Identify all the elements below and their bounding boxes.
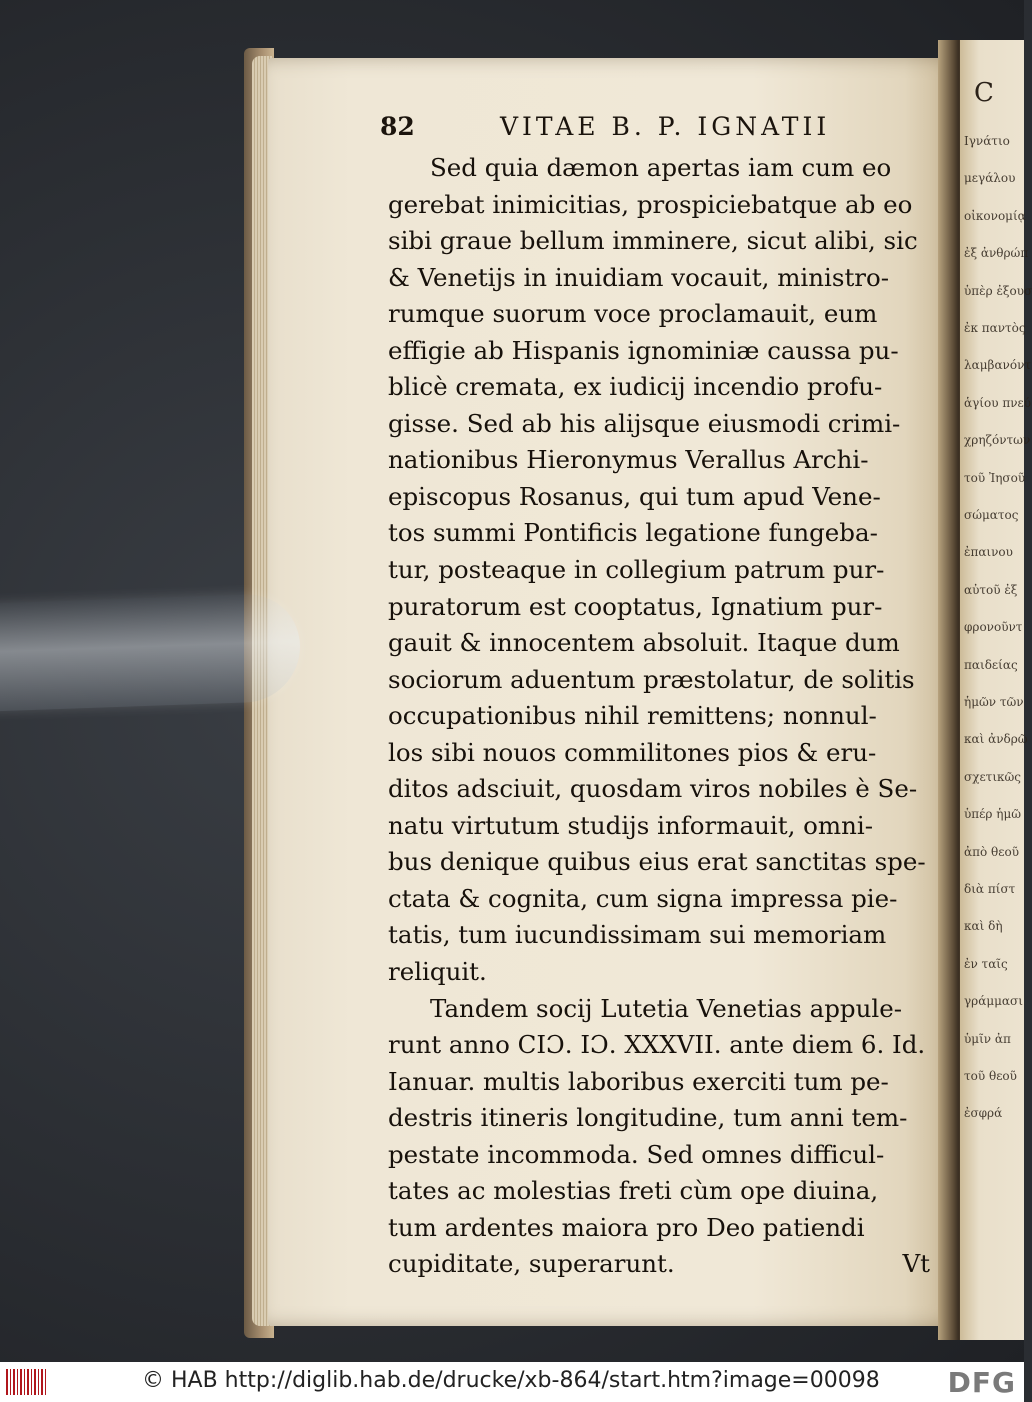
page-body-text — [388, 150, 944, 1283]
facing-page-line: ἡμῶν τῶν — [964, 695, 1024, 709]
text-line: los sibi nouos commilitones pios & eru- — [388, 737, 877, 767]
facing-page-line: καὶ δὴ — [964, 919, 1003, 934]
facing-page-line: ὑπὲρ ἐξουσ — [964, 283, 1032, 298]
facing-page-line: αὐτοῦ ἐξ — [964, 582, 1018, 597]
text-line-content: cupiditate, superarunt. — [388, 1249, 675, 1279]
page-number: 82 — [380, 112, 415, 141]
facing-page-line: σώματος — [964, 508, 1019, 522]
facing-page-line: καὶ ἀνδρῶ — [964, 732, 1028, 747]
facing-page-header: C — [974, 78, 994, 108]
text-line: gisse. Sed ab his alijsque eiusmodi crimi- — [388, 408, 901, 438]
text-line: Tandem socij Lutetia Venetias appule- — [430, 993, 902, 1023]
facing-page-line: φρονοῦντ — [964, 620, 1023, 635]
text-line: ctata & cognita, cum signa impressa pie- — [388, 883, 898, 913]
text-line: gauit & innocentem absoluit. Itaque dum — [388, 628, 900, 658]
facing-page-line: διὰ πίστ — [964, 882, 1016, 896]
dfg-logo: DFG — [947, 1366, 1016, 1399]
facing-page-line: ἐπαινου — [964, 545, 1013, 560]
footer-bar — [0, 1362, 1024, 1402]
text-line: ditos adsciuit, quosdam viros nobiles è Se- — [388, 774, 918, 804]
facing-page-line: τοῦ Ἰησοῦ — [964, 470, 1026, 485]
facing-page — [960, 40, 1032, 1340]
facing-page-line: ἐκ παντὸς — [964, 321, 1026, 335]
text-line: tur, posteaque in collegium patrum pur- — [388, 555, 885, 585]
text-line — [388, 1246, 944, 1283]
text-line: bus denique quibus eius erat sanctitas spe- — [388, 847, 926, 877]
text-line: runt anno CIƆ. IƆ. XXXVII. ante diem 6. Id. — [388, 1030, 926, 1060]
facing-page-line: μεγάλου — [964, 171, 1016, 186]
facing-page-line: ἐν ταῖς — [964, 956, 1008, 971]
text-line: occupationibus nihil remittens; nonnul- — [388, 701, 877, 731]
text-line: nationibus Hieronymus Verallus Archi- — [388, 445, 869, 475]
facing-page-line: ὑπέρ ἡμῶ — [964, 807, 1022, 822]
text-line: blicè cremata, ex iudicij incendio profu- — [388, 372, 883, 402]
text-line: natu virtutum studijs informauit, omni- — [388, 810, 874, 840]
text-line: Ianuar. multis laboribus exerciti tum pe- — [388, 1066, 889, 1096]
catchword: Vt — [902, 1249, 930, 1279]
hab-barcode-logo — [6, 1369, 46, 1395]
facing-page-line: ἐξ ἀνθρώπ — [964, 246, 1029, 261]
footer-credit-link[interactable]: © HAB http://diglib.hab.de/drucke/xb-864/start.htm?image=00098 — [142, 1368, 880, 1393]
text-line: destris itineris longitudine, tum anni tem- — [388, 1103, 908, 1133]
text-line: & Venetijs in inuidiam vocauit, ministro- — [388, 262, 890, 292]
facing-page-line: Ιγνάτιο — [964, 134, 1010, 148]
text-line: reliquit. — [388, 957, 487, 987]
text-line: Sed quia dæmon apertas iam cum eo — [430, 153, 892, 182]
facing-page-line: σχετικῶς — [964, 769, 1022, 784]
text-line: gerebat inimicitias, prospiciebatque ab eo — [388, 189, 913, 219]
facing-page-line: οἰκονομίᾳ — [964, 208, 1026, 223]
text-line: effigie ab Hispanis ignominiæ caussa pu- — [388, 335, 899, 365]
text-line: rumque suorum voce proclamauit, eum — [388, 299, 878, 329]
running-head: VITAE B. P. IGNATII — [500, 112, 831, 141]
text-line: tos summi Pontificis legatione fungeba- — [388, 518, 878, 548]
scanner-glass-strip — [0, 593, 300, 712]
text-line: episcopus Rosanus, qui tum apud Vene- — [388, 481, 881, 511]
text-line: sociorum aduentum præstolatur, de solitis — [388, 664, 915, 694]
text-line: tates ac molestias freti cùm ope diuina, — [388, 1176, 879, 1206]
facing-page-line: ἀπὸ θεοῦ — [964, 844, 1019, 859]
facing-page-line: ἁγίου πνεύ — [964, 395, 1032, 410]
facing-page-line: ὑμῖν ἀπ — [964, 1031, 1011, 1046]
facing-page-line: τοῦ θεοῦ — [964, 1069, 1017, 1083]
text-line: pestate incommoda. Sed omnes difficul- — [388, 1139, 885, 1169]
text-line: sibi graue bellum imminere, sicut alibi, sic — [388, 226, 918, 256]
facing-page-line: λαμβανόντ — [964, 358, 1032, 373]
facing-page-line: γράμμασι — [964, 994, 1023, 1009]
text-line: tatis, tum iucundissimam sui memoriam — [388, 920, 887, 950]
text-line: puratorum est cooptatus, Ignatium pur- — [388, 591, 883, 621]
facing-page-line: ἐσφρά — [964, 1106, 1003, 1121]
page-header — [380, 112, 840, 148]
facing-page-line: χρηζόντων — [964, 433, 1031, 448]
text-line: tum ardentes maiora pro Deo patiendi — [388, 1212, 865, 1242]
facing-page-line: παιδείας — [964, 657, 1018, 672]
